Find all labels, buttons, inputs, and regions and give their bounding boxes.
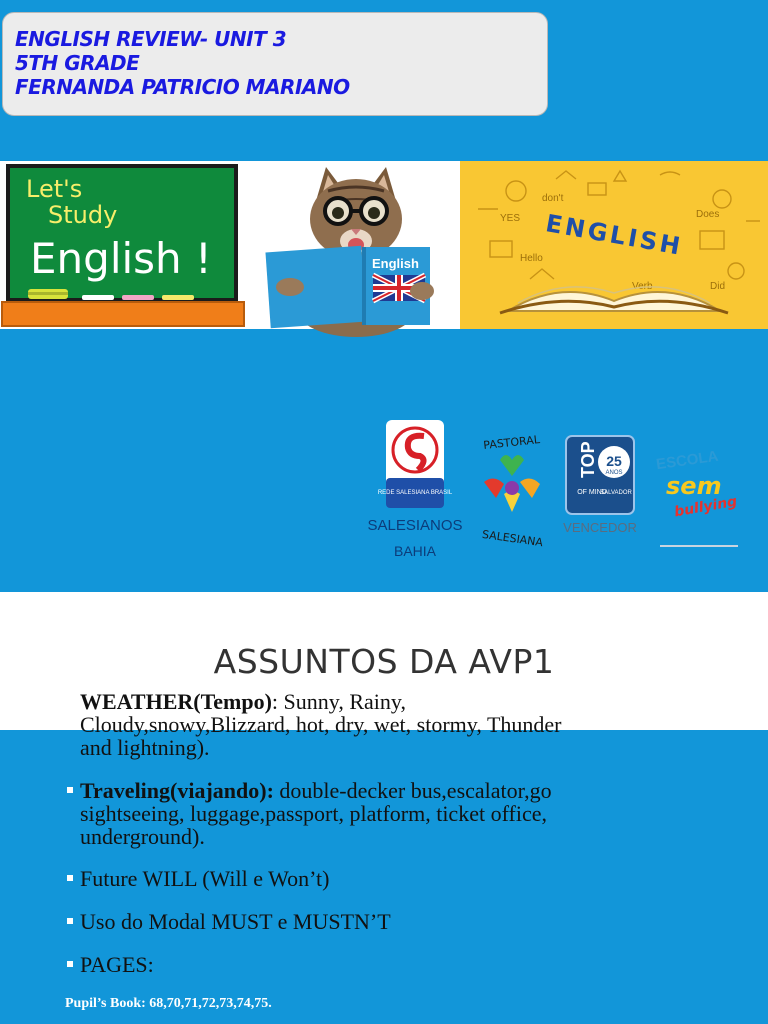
topic-pages: PAGES:	[80, 953, 720, 976]
chalkboard-image	[0, 161, 246, 329]
svg-text:REDE SALESIANA BRASIL: REDE SALESIANA BRASIL	[377, 490, 453, 496]
svg-text:sem: sem	[666, 472, 722, 500]
bullet	[67, 961, 73, 967]
bullet	[67, 787, 73, 793]
chalk-text-study: Study	[48, 201, 118, 229]
topic-modal-must: Uso do Modal MUST e MUSTN’T	[80, 910, 720, 933]
pastoral-salesiana-logo	[481, 433, 544, 549]
topic-weather: WEATHER(Tempo): Sunny, Rainy, Cloudy,snowy,Blizzard, hot, dry, wet, stormy, Thunder and lightning).	[80, 689, 562, 760]
svg-text:Hello: Hello	[520, 253, 543, 264]
svg-text:Does: Does	[696, 209, 720, 220]
open-book-image	[460, 161, 768, 329]
bullet	[67, 875, 73, 881]
top-of-mind-award-logo	[563, 436, 637, 535]
svg-text:SALESIANA: SALESIANA	[481, 527, 544, 550]
title-unit: ENGLISH REVIEW- UNIT 3	[15, 27, 287, 51]
svg-text:ESCOLA: ESCOLA	[655, 447, 720, 474]
pupils-book-pages: Pupil’s Book: 68,70,71,72,73,74,75.	[65, 996, 272, 1011]
title-teacher: FERNANDA PATRICIO MARIANO	[15, 75, 350, 99]
cat-book-label: English	[372, 256, 419, 271]
svg-text:Did: Did	[710, 281, 726, 292]
banner-images	[0, 161, 768, 329]
svg-text:ANOS: ANOS	[605, 470, 623, 476]
book-english-word: ENGLISH	[543, 209, 686, 261]
svg-text:OF MIND: OF MIND	[577, 489, 607, 496]
svg-text:bullying: bullying	[673, 493, 739, 521]
slide-topics	[0, 592, 768, 1024]
topic-future-will: Future WILL (Will e Won’t)	[80, 867, 720, 890]
svg-text:SALVADOR: SALVADOR	[600, 490, 632, 496]
salesianos-name: SALESIANOS	[367, 517, 463, 534]
svg-text:PASTORAL: PASTORAL	[482, 433, 541, 452]
chalk-text-english: English !	[30, 234, 212, 283]
award-label: VENCEDOR	[563, 520, 637, 535]
svg-text:don't: don't	[542, 193, 564, 204]
bullet	[67, 918, 73, 924]
logos-row	[367, 416, 760, 566]
title-box	[2, 12, 548, 116]
title-grade: 5TH GRADE	[15, 51, 140, 75]
svg-text:Verb: Verb	[632, 281, 653, 292]
cat-reading-image	[246, 161, 460, 329]
svg-text:25: 25	[606, 453, 622, 469]
svg-text:YES: YES	[500, 213, 521, 224]
chalk-text-lets: Let's	[26, 175, 83, 203]
escola-sem-bullying-logo	[655, 448, 738, 546]
salesianos-city: BAHIA	[393, 543, 437, 559]
slide-title: ASSUNTOS DA AVP1	[213, 642, 555, 681]
salesianos-logo	[367, 420, 462, 559]
topic-traveling: Traveling(viajando): double-decker bus,escalator,go sightseeing, luggage,passport, platform, ticket office, underground).	[80, 779, 720, 848]
svg-text:TOP: TOP	[578, 441, 598, 478]
